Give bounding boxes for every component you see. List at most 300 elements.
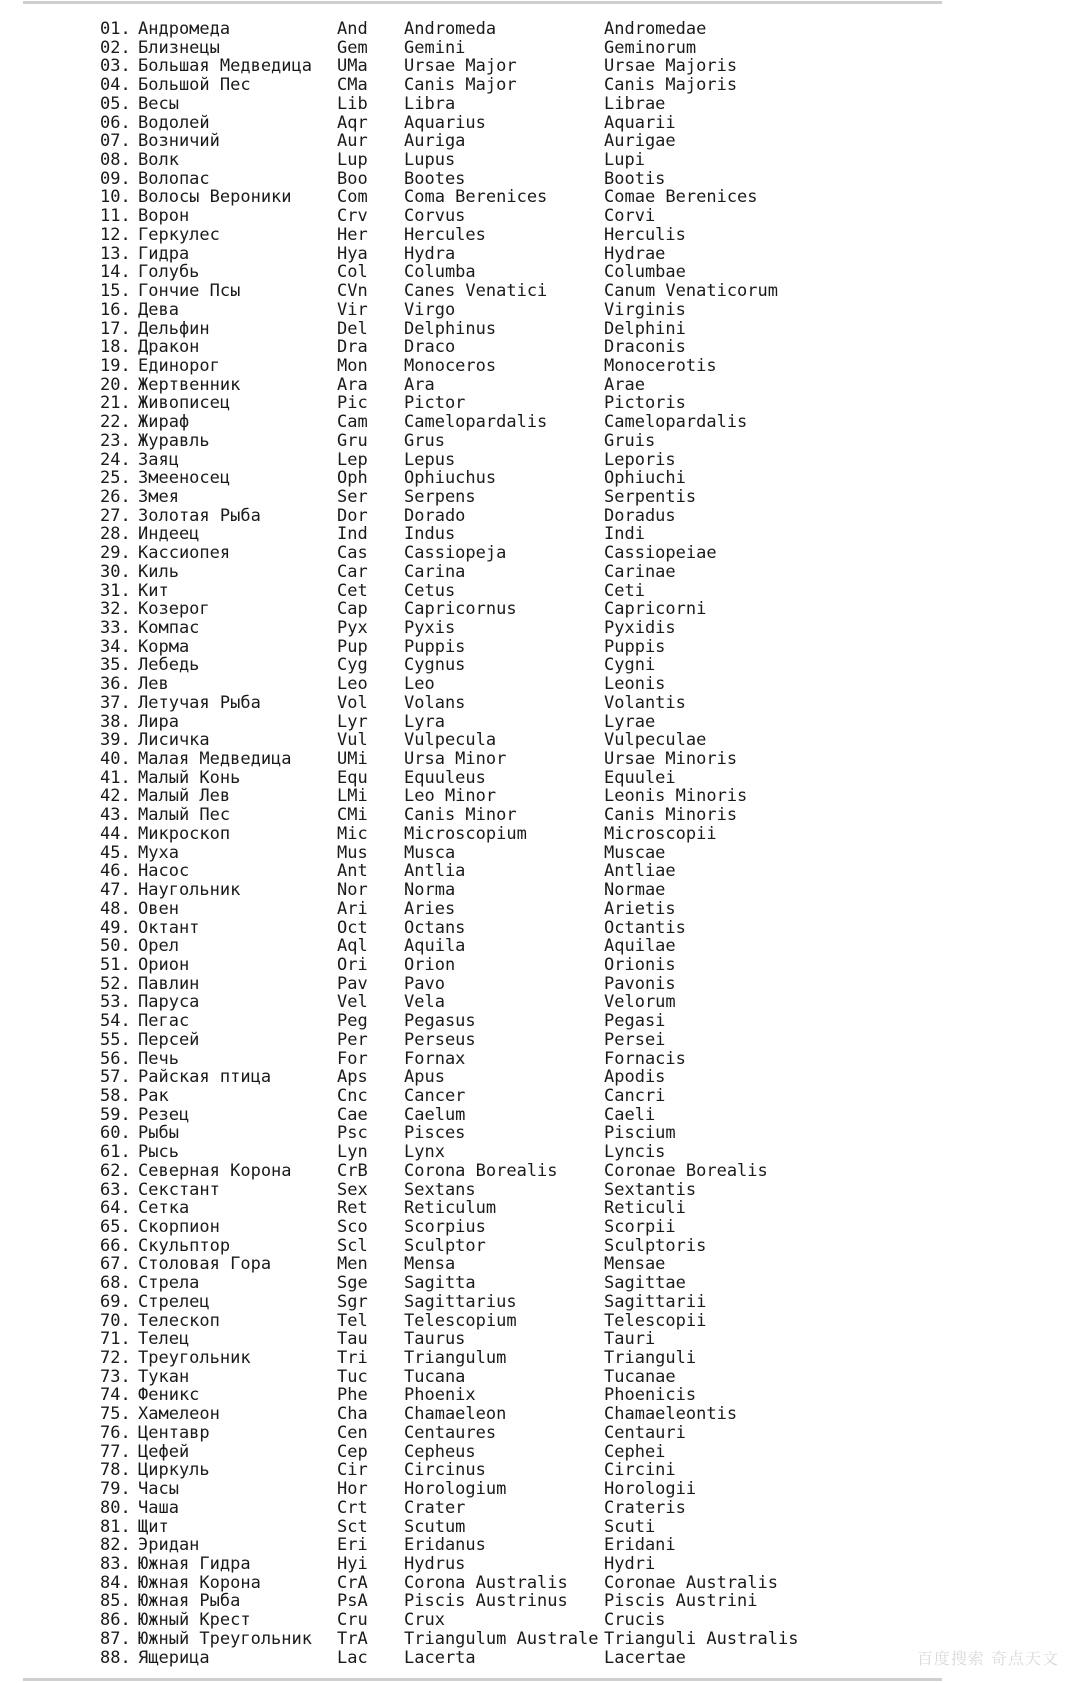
table-row <box>100 1274 860 1293</box>
table-row <box>100 170 860 189</box>
latin-genitive-cell: Eridani <box>604 1535 676 1556</box>
latin-genitive-cell: Delphini <box>604 318 686 339</box>
row-number: 51. <box>100 954 131 975</box>
table-row <box>100 1349 860 1368</box>
russian-name: Резец <box>138 1104 190 1125</box>
table-row <box>100 132 860 151</box>
row-number: 16. <box>100 299 131 320</box>
latin-name-cell: Leo Minor <box>404 786 497 807</box>
abbreviation-cell: Tel <box>337 1310 368 1331</box>
russian-name-cell <box>100 806 337 825</box>
abbreviation-cell: Cru <box>337 1610 368 1631</box>
latin-genitive-cell: Serpentis <box>604 486 697 507</box>
abbreviation-cell: Cha <box>337 1404 368 1425</box>
russian-name-cell <box>100 1536 337 1555</box>
russian-name-cell <box>100 619 337 638</box>
russian-name-cell <box>100 1330 337 1349</box>
abbreviation-cell: For <box>337 1048 368 1069</box>
russian-name: Гидра <box>138 243 190 264</box>
latin-name-cell: Corona Australis <box>404 1572 568 1593</box>
russian-name: Северная Корона <box>138 1160 292 1181</box>
bottom-divider <box>23 1678 942 1681</box>
abbreviation-cell: Oph <box>337 468 368 489</box>
row-number: 83. <box>100 1553 131 1574</box>
latin-genitive-cell: Pictoris <box>604 393 686 414</box>
table-row <box>100 1405 860 1424</box>
latin-genitive-cell: Ursae Majoris <box>604 56 738 77</box>
abbreviation-cell: Cae <box>337 1104 368 1125</box>
abbreviation-cell: Pyx <box>337 618 368 638</box>
table-row <box>100 750 860 769</box>
latin-name-cell: Capricornus <box>404 599 517 620</box>
abbreviation-cell: LMi <box>337 786 368 807</box>
latin-name-cell: Mensa <box>404 1254 456 1275</box>
row-number: 25. <box>100 468 131 489</box>
latin-name-cell: Dorado <box>404 505 466 526</box>
latin-name-cell: Octans <box>404 917 466 938</box>
russian-name-cell <box>100 1050 337 1069</box>
latin-name-cell: Lacerta <box>404 1647 476 1668</box>
table-row <box>100 544 860 563</box>
row-number: 22. <box>100 412 131 433</box>
latin-name-cell: Serpens <box>404 486 476 507</box>
latin-genitive-cell: Fornacis <box>604 1048 686 1069</box>
row-number: 71. <box>100 1329 131 1350</box>
russian-name: Малая Медведица <box>138 749 292 770</box>
table-row <box>100 731 860 750</box>
latin-name-cell: Tucana <box>404 1366 466 1387</box>
latin-name-cell: Reticulum <box>404 1198 497 1219</box>
latin-genitive-cell: Scuti <box>604 1516 656 1537</box>
latin-genitive-cell: Canis Minoris <box>604 805 738 826</box>
latin-genitive-cell: Hydri <box>604 1553 656 1574</box>
abbreviation-cell: Sco <box>337 1217 368 1237</box>
russian-name: Овен <box>138 898 179 919</box>
table-row <box>100 638 860 657</box>
row-number: 72. <box>100 1348 131 1369</box>
russian-name: Малый Лев <box>138 786 231 807</box>
russian-name-cell <box>100 1592 337 1611</box>
row-number: 14. <box>100 262 131 283</box>
russian-name: Телец <box>138 1329 190 1350</box>
latin-genitive-cell: Ophiuchi <box>604 468 686 489</box>
row-number: 65. <box>100 1217 131 1237</box>
table-row <box>100 900 860 919</box>
row-number: 11. <box>100 206 131 227</box>
row-number: 87. <box>100 1628 131 1649</box>
latin-genitive-cell: Hydrae <box>604 243 666 264</box>
latin-name-cell: Vulpecula <box>404 730 497 751</box>
russian-name-cell <box>100 582 337 601</box>
russian-name: Стрелец <box>138 1291 210 1312</box>
latin-name-cell: Andromeda <box>404 19 497 39</box>
russian-name: Геркулес <box>138 224 220 245</box>
russian-name-cell <box>100 769 337 788</box>
table-row <box>100 1031 860 1050</box>
table-row <box>100 432 860 451</box>
russian-name: Жертвенник <box>138 374 241 395</box>
russian-name: Рыбы <box>138 1123 179 1144</box>
latin-genitive-cell: Lacertae <box>604 1647 686 1668</box>
latin-name-cell: Pictor <box>404 393 466 414</box>
latin-genitive-cell: Corvi <box>604 206 656 227</box>
russian-name-cell <box>100 57 337 76</box>
russian-name-cell <box>100 1218 337 1237</box>
latin-name-cell: Cepheus <box>404 1441 476 1462</box>
table-row <box>100 694 860 713</box>
latin-genitive-cell: Canis Majoris <box>604 75 738 96</box>
table-row <box>100 1255 860 1274</box>
russian-name-cell <box>100 1012 337 1031</box>
latin-name-cell: Virgo <box>404 299 456 320</box>
row-number: 75. <box>100 1404 131 1425</box>
russian-name-cell <box>100 451 337 470</box>
russian-name: Треугольник <box>138 1348 251 1369</box>
russian-name: Ворон <box>138 206 190 227</box>
russian-name-cell <box>100 881 337 900</box>
abbreviation-cell: Ant <box>337 861 368 882</box>
russian-name: Золотая Рыба <box>138 505 261 526</box>
latin-name-cell: Phoenix <box>404 1385 476 1406</box>
russian-name: Козерог <box>138 599 210 620</box>
abbreviation-cell: Equ <box>337 767 368 788</box>
russian-name-cell <box>100 1162 337 1181</box>
row-number: 50. <box>100 936 131 957</box>
row-number: 40. <box>100 749 131 770</box>
abbreviation-cell: Cir <box>337 1460 368 1481</box>
latin-genitive-cell: Sculptoris <box>604 1235 707 1256</box>
row-number: 77. <box>100 1441 131 1462</box>
latin-genitive-cell: Caeli <box>604 1104 656 1125</box>
russian-name: Цефей <box>138 1441 190 1462</box>
russian-name-cell <box>100 132 337 151</box>
latin-name-cell: Sculptor <box>404 1235 486 1256</box>
russian-name-cell <box>100 525 337 544</box>
latin-name-cell: Puppis <box>404 636 466 657</box>
russian-name: Павлин <box>138 973 200 994</box>
latin-genitive-cell: Cassiopeiae <box>604 543 717 564</box>
row-number: 84. <box>100 1572 131 1593</box>
row-number: 60. <box>100 1123 131 1144</box>
abbreviation-cell: Ori <box>337 954 368 975</box>
row-number: 07. <box>100 131 131 152</box>
row-number: 56. <box>100 1048 131 1069</box>
russian-name-cell <box>100 1087 337 1106</box>
latin-genitive-cell: Trianguli <box>604 1348 697 1369</box>
russian-name: Эридан <box>138 1535 200 1556</box>
latin-genitive-cell: Coronae Australis <box>604 1572 778 1593</box>
row-number: 44. <box>100 823 131 844</box>
russian-name-cell <box>100 844 337 863</box>
row-number: 54. <box>100 1011 131 1032</box>
row-number: 82. <box>100 1535 131 1556</box>
row-number: 63. <box>100 1179 131 1200</box>
table-row <box>100 582 860 601</box>
latin-name-cell: Circinus <box>404 1460 486 1481</box>
russian-name: Корма <box>138 636 190 657</box>
row-number: 21. <box>100 393 131 414</box>
latin-genitive-cell: Monocerotis <box>604 355 717 376</box>
russian-name-cell <box>100 656 337 675</box>
latin-name-cell: Carina <box>404 561 466 582</box>
abbreviation-cell: Pup <box>337 636 368 657</box>
row-number: 66. <box>100 1235 131 1256</box>
abbreviation-cell: UMi <box>337 749 368 770</box>
latin-genitive-cell: Ursae Minoris <box>604 749 738 770</box>
latin-genitive-cell: Apodis <box>604 1067 666 1088</box>
abbreviation-cell: Aps <box>337 1067 368 1088</box>
russian-name-cell <box>100 975 337 994</box>
russian-name: Киль <box>138 561 179 582</box>
latin-name-cell: Crater <box>404 1497 466 1518</box>
russian-name-cell <box>100 394 337 413</box>
table-row <box>100 451 860 470</box>
row-number: 12. <box>100 224 131 245</box>
abbreviation-cell: Sgr <box>337 1291 368 1312</box>
russian-name: Секстант <box>138 1179 220 1200</box>
table-row <box>100 787 860 806</box>
abbreviation-cell: TrA <box>337 1628 368 1649</box>
russian-name: Большой Пес <box>138 75 251 96</box>
row-number: 61. <box>100 1142 131 1163</box>
russian-name: Близнецы <box>138 37 220 58</box>
russian-name: Рак <box>138 1085 169 1106</box>
russian-name: Сетка <box>138 1198 190 1219</box>
russian-name-cell <box>100 207 337 226</box>
latin-genitive-cell: Coronae Borealis <box>604 1160 768 1181</box>
latin-genitive-cell: Tauri <box>604 1329 656 1350</box>
latin-name-cell: Hercules <box>404 224 486 245</box>
russian-name: Ящерица <box>138 1647 210 1668</box>
russian-name-cell <box>100 488 337 507</box>
table-row <box>100 1555 860 1574</box>
latin-name-cell: Hydrus <box>404 1553 466 1574</box>
latin-genitive-cell: Puppis <box>604 636 666 657</box>
russian-name: Столовая Гора <box>138 1254 272 1275</box>
table-row <box>100 1312 860 1331</box>
russian-name-cell <box>100 544 337 563</box>
russian-name: Дельфин <box>138 318 210 339</box>
latin-genitive-cell: Octantis <box>604 917 686 938</box>
abbreviation-cell: Peg <box>337 1011 368 1032</box>
latin-genitive-cell: Librae <box>604 93 666 114</box>
row-number: 36. <box>100 674 131 695</box>
abbreviation-cell: CMa <box>337 75 368 96</box>
latin-genitive-cell: Volantis <box>604 692 686 713</box>
russian-name: Жираф <box>138 412 190 433</box>
latin-name-cell: Centaures <box>404 1422 497 1443</box>
table-row <box>100 825 860 844</box>
table-row <box>100 1012 860 1031</box>
table-row <box>100 1199 860 1218</box>
latin-genitive-cell: Bootis <box>604 168 666 189</box>
latin-genitive-cell: Geminorum <box>604 37 697 58</box>
russian-name-cell <box>100 787 337 806</box>
russian-name: Индеец <box>138 524 200 545</box>
row-number: 73. <box>100 1366 131 1387</box>
russian-name-cell <box>100 1199 337 1218</box>
table-row <box>100 507 860 526</box>
latin-name-cell: Pyxis <box>404 618 456 638</box>
row-number: 70. <box>100 1310 131 1331</box>
russian-name-cell <box>100 1237 337 1256</box>
table-row <box>100 600 860 619</box>
russian-name: Компас <box>138 618 200 638</box>
latin-genitive-cell: Reticuli <box>604 1198 686 1219</box>
latin-name-cell: Norma <box>404 880 456 901</box>
abbreviation-cell: Ari <box>337 898 368 919</box>
russian-name: Октант <box>138 917 200 938</box>
latin-name-cell: Pavo <box>404 973 445 994</box>
latin-name-cell: Equuleus <box>404 767 486 788</box>
russian-name: Андромеда <box>138 19 231 39</box>
latin-name-cell: Eridanus <box>404 1535 486 1556</box>
row-number: 67. <box>100 1254 131 1275</box>
latin-genitive-cell: Piscium <box>604 1123 676 1144</box>
russian-name-cell <box>100 1293 337 1312</box>
latin-name-cell: Pegasus <box>404 1011 476 1032</box>
russian-name: Живописец <box>138 393 231 414</box>
row-number: 19. <box>100 355 131 376</box>
latin-genitive-cell: Columbae <box>604 262 686 283</box>
russian-name: Райская птица <box>138 1067 272 1088</box>
russian-name-cell <box>100 1611 337 1630</box>
table-row <box>100 1424 860 1443</box>
russian-name: Муха <box>138 842 179 863</box>
table-row <box>100 881 860 900</box>
latin-name-cell: Canes Venatici <box>404 281 548 302</box>
row-number: 18. <box>100 337 131 358</box>
abbreviation-cell: Pav <box>337 973 368 994</box>
abbreviation-cell: Tuc <box>337 1366 368 1387</box>
latin-genitive-cell: Microscopii <box>604 823 717 844</box>
table-row <box>100 1386 860 1405</box>
latin-genitive-cell: Comae Berenices <box>604 187 758 208</box>
latin-genitive-cell: Tucanae <box>604 1366 676 1387</box>
russian-name-cell <box>100 937 337 956</box>
russian-name: Паруса <box>138 992 200 1013</box>
latin-genitive-cell: Leonis Minoris <box>604 786 748 807</box>
row-number: 86. <box>100 1610 131 1631</box>
row-number: 13. <box>100 243 131 264</box>
row-number: 45. <box>100 842 131 863</box>
russian-name-cell <box>100 188 337 207</box>
abbreviation-cell: Gru <box>337 430 368 451</box>
latin-genitive-cell: Scorpii <box>604 1217 676 1237</box>
table-row <box>100 1611 860 1630</box>
russian-name-cell <box>100 151 337 170</box>
table-row <box>100 1630 860 1649</box>
latin-name-cell: Crux <box>404 1610 445 1631</box>
russian-name-cell <box>100 263 337 282</box>
row-number: 57. <box>100 1067 131 1088</box>
table-row <box>100 769 860 788</box>
abbreviation-cell: Ara <box>337 374 368 395</box>
row-number: 58. <box>100 1085 131 1106</box>
abbreviation-cell: CMi <box>337 805 368 826</box>
russian-name: Голубь <box>138 262 200 283</box>
russian-name-cell <box>100 956 337 975</box>
latin-genitive-cell: Andromedae <box>604 19 707 39</box>
russian-name: Скорпион <box>138 1217 220 1237</box>
russian-name-cell <box>100 563 337 582</box>
russian-name: Орел <box>138 936 179 957</box>
russian-name: Кит <box>138 580 169 601</box>
table-row <box>100 413 860 432</box>
russian-name: Южный Крест <box>138 1610 251 1631</box>
table-row <box>100 975 860 994</box>
abbreviation-cell: Lib <box>337 93 368 114</box>
abbreviation-cell: Ind <box>337 524 368 545</box>
russian-name-cell <box>100 1124 337 1143</box>
latin-genitive-cell: Lyncis <box>604 1142 666 1163</box>
abbreviation-cell: Scl <box>337 1235 368 1256</box>
table-row <box>100 713 860 732</box>
abbreviation-cell: Mus <box>337 842 368 863</box>
russian-name-cell <box>100 1518 337 1537</box>
latin-name-cell: Taurus <box>404 1329 466 1350</box>
latin-genitive-cell: Arietis <box>604 898 676 919</box>
latin-name-cell: Telescopium <box>404 1310 517 1331</box>
abbreviation-cell: Mon <box>337 355 368 376</box>
abbreviation-cell: Lyr <box>337 711 368 732</box>
russian-name: Дракон <box>138 337 200 358</box>
russian-name: Лира <box>138 711 179 732</box>
table-row <box>100 320 860 339</box>
row-number: 69. <box>100 1291 131 1312</box>
table-row <box>100 619 860 638</box>
table-row <box>100 394 860 413</box>
abbreviation-cell: Cen <box>337 1422 368 1443</box>
table-row <box>100 1443 860 1462</box>
table-row <box>100 1480 860 1499</box>
latin-name-cell: Ursa Minor <box>404 749 507 770</box>
row-number: 49. <box>100 917 131 938</box>
abbreviation-cell: Nor <box>337 880 368 901</box>
latin-name-cell: Libra <box>404 93 456 114</box>
latin-name-cell: Musca <box>404 842 456 863</box>
russian-name-cell <box>100 95 337 114</box>
russian-name: Часы <box>138 1479 179 1500</box>
table-row <box>100 263 860 282</box>
table-row <box>100 226 860 245</box>
latin-genitive-cell: Sagittarii <box>604 1291 707 1312</box>
latin-genitive-cell: Antliae <box>604 861 676 882</box>
latin-name-cell: Horologium <box>404 1479 507 1500</box>
latin-name-cell: Bootes <box>404 168 466 189</box>
abbreviation-cell: Pic <box>337 393 368 414</box>
table-row <box>100 301 860 320</box>
russian-name-cell <box>100 301 337 320</box>
russian-name-cell <box>100 825 337 844</box>
table-row <box>100 95 860 114</box>
russian-name-cell <box>100 226 337 245</box>
latin-name-cell: Grus <box>404 430 445 451</box>
latin-genitive-cell: Circini <box>604 1460 676 1481</box>
abbreviation-cell: Car <box>337 561 368 582</box>
row-number: 46. <box>100 861 131 882</box>
abbreviation-cell: Tau <box>337 1329 368 1350</box>
table-row <box>100 469 860 488</box>
abbreviation-cell: Vel <box>337 992 368 1013</box>
russian-name: Телескоп <box>138 1310 220 1331</box>
abbreviation-cell: Com <box>337 187 368 208</box>
russian-name: Рысь <box>138 1142 179 1163</box>
abbreviation-cell: Aur <box>337 131 368 152</box>
abbreviation-cell: Boo <box>337 168 368 189</box>
russian-name: Центавр <box>138 1422 210 1443</box>
latin-genitive-cell: Canum Venaticorum <box>604 281 778 302</box>
